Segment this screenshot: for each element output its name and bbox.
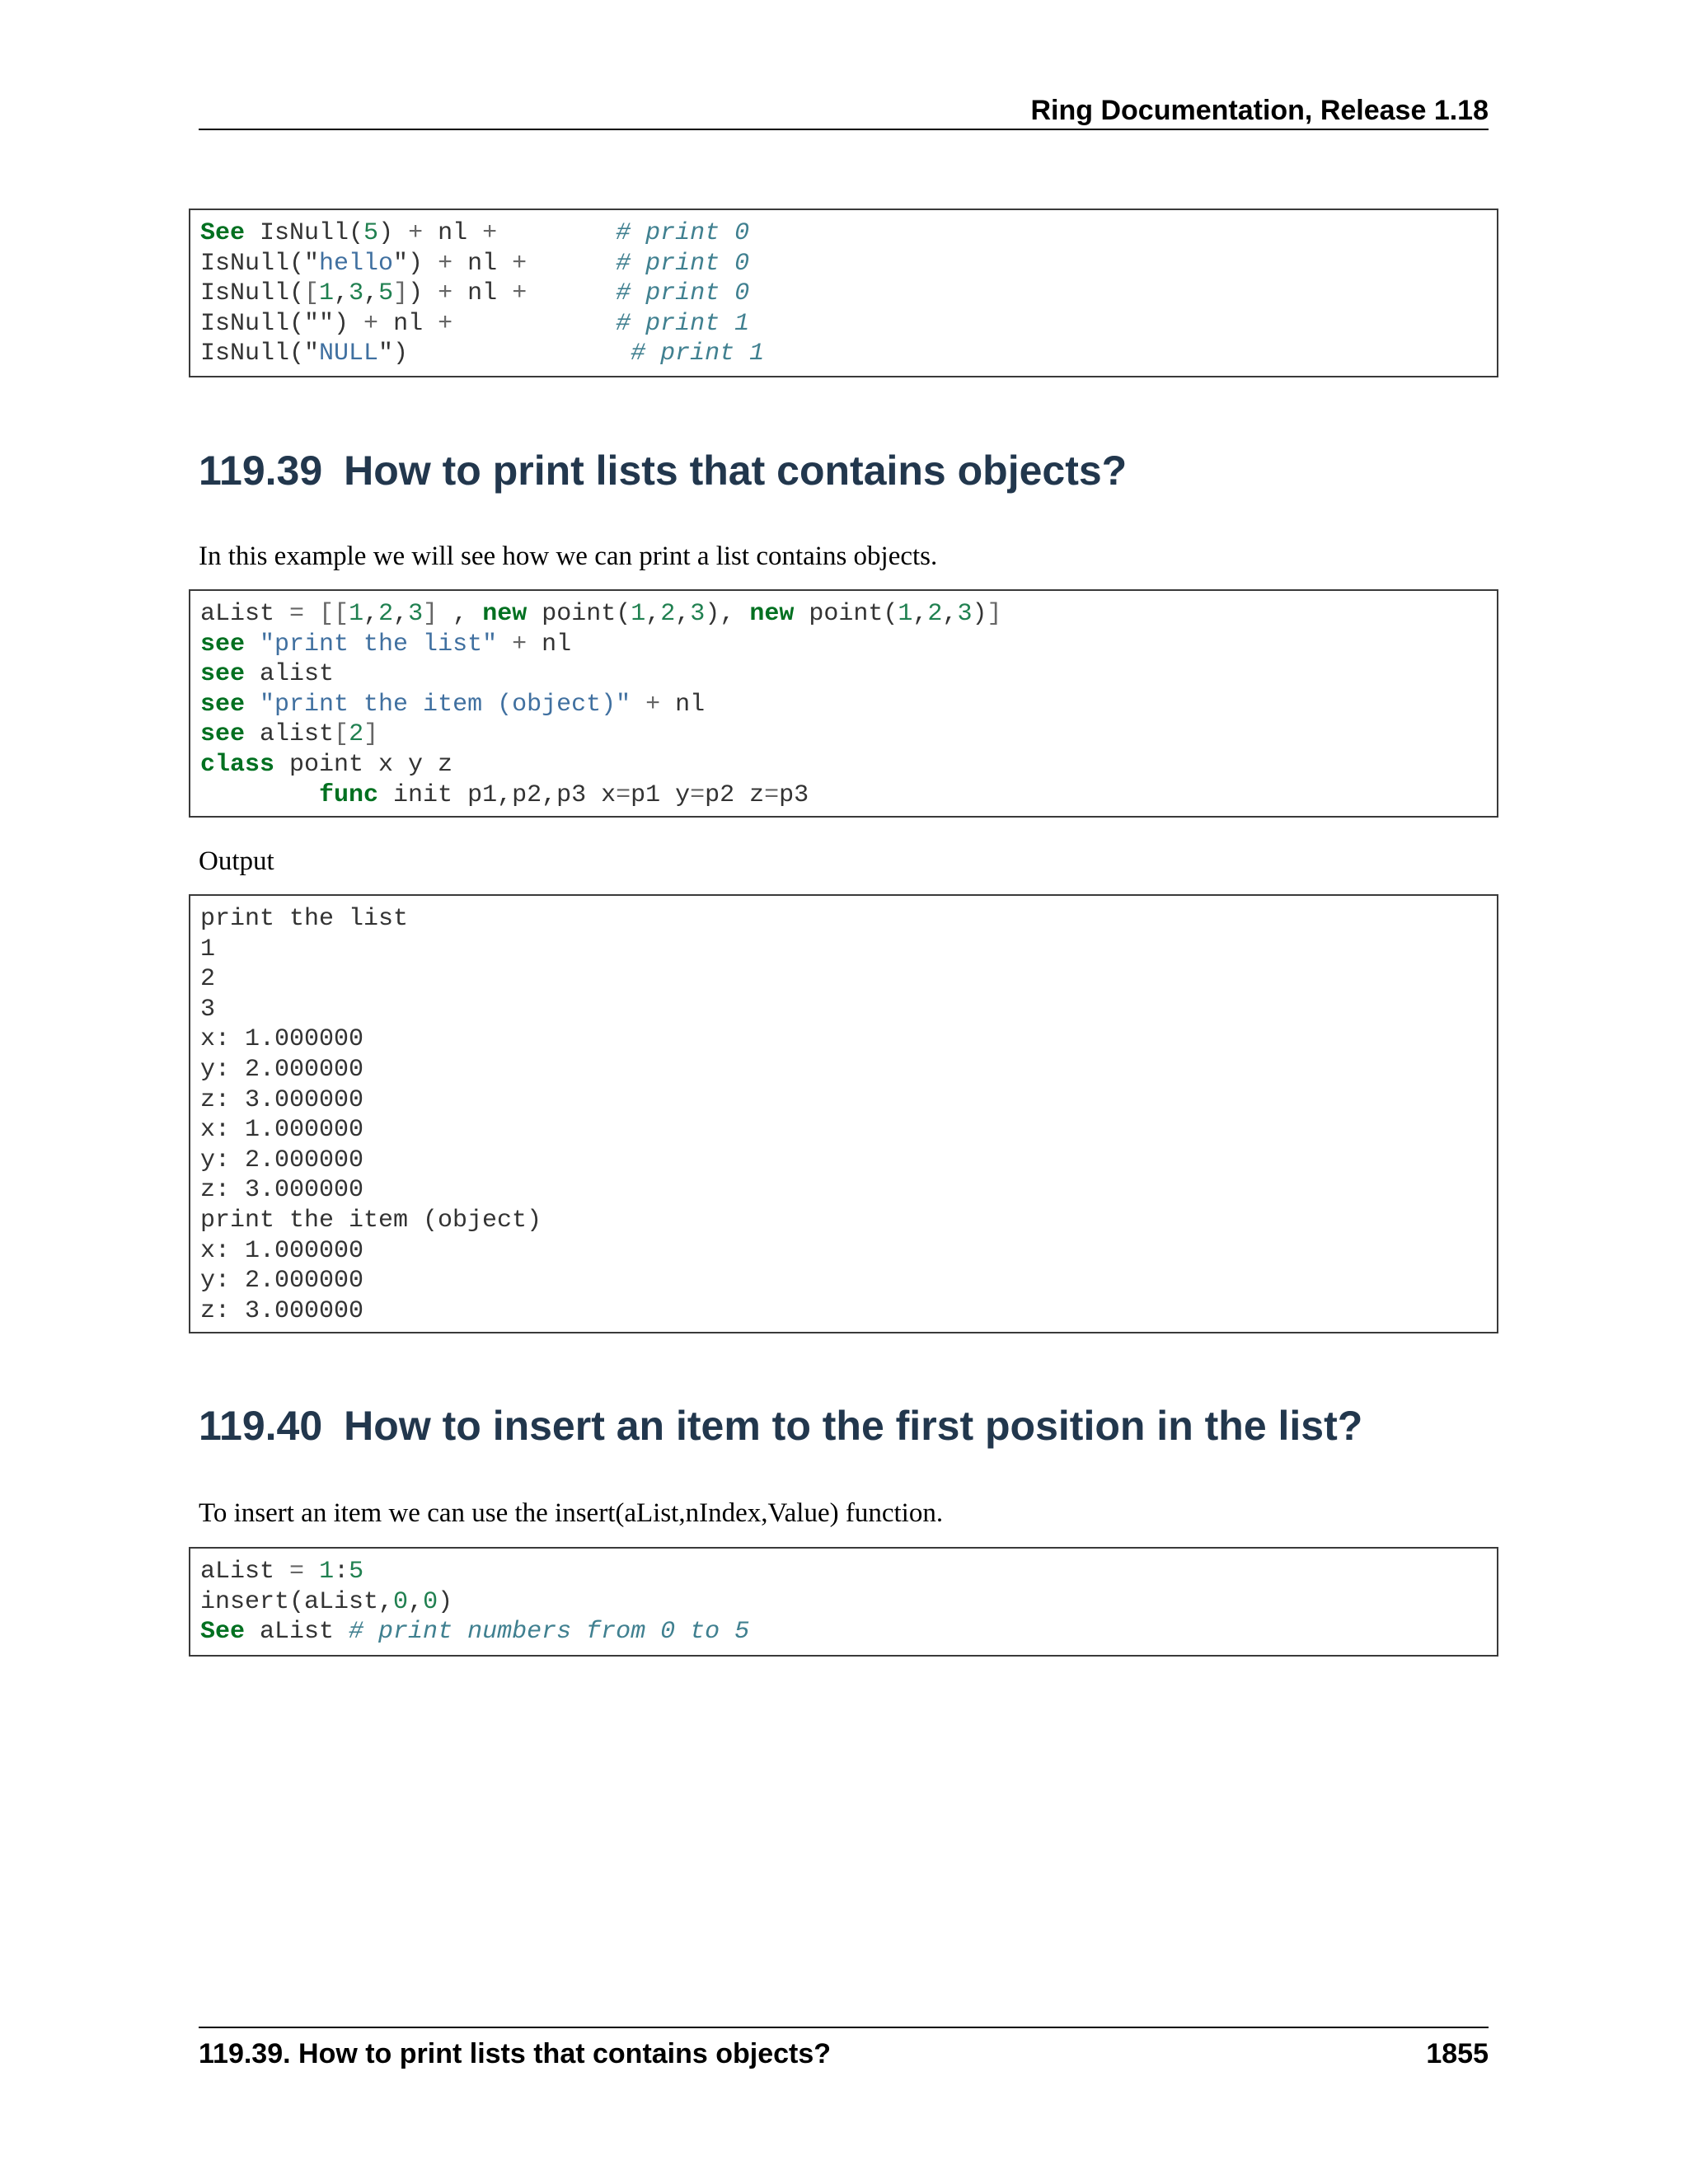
code-block-insert: [189, 1547, 1498, 1657]
code-isnull: See IsNull(5) + nl + # print 0 IsNull("hello") + nl + # print 0 IsNull([1,3,5]) + nl + # print 0 IsNull("") + nl + # print 1 IsNull("NULL") # print 1: [200, 219, 765, 368]
output-block: [189, 894, 1498, 1333]
code-block-print-list: [189, 589, 1498, 818]
output-label: Output: [199, 846, 274, 876]
code-print-list: aList = [[1,2,3] , new point(1,2,3), new point(1,2,3)] see "print the list" + nl see alist see "print the item (object)" + nl see alist[2] class point x y z func init p1,p2,p3 x=p1 y=p2 z=p3: [200, 600, 1002, 809]
page-header: Ring Documentation, Release 1.18: [1030, 95, 1489, 126]
section-heading-119-40: 119.40 How to insert an item to the first position in the list?: [199, 1403, 1363, 1449]
output-text: print the list 1 2 3 x: 1.000000 y: 2.000000 z: 3.000000 x: 1.000000 y: 2.000000 z: 3.000000 print the item (object) x: 1.000000 y: 2.000000 z: 3.000000: [200, 905, 542, 1325]
page-number: 1855: [1426, 2038, 1489, 2069]
section-intro-119-40: To insert an item we can use the insert(aList,nIndex,Value) function.: [199, 1498, 944, 1528]
code-insert: aList = 1:5 insert(aList,0,0) See aList # print numbers from 0 to 5: [200, 1558, 750, 1647]
footer-section-title: 119.39. How to print lists that contains objects?: [199, 2038, 832, 2069]
section-intro-119-39: In this example we will see how we can print a list contains objects.: [199, 541, 938, 571]
header-rule: [199, 129, 1489, 130]
code-block-isnull: [189, 209, 1498, 377]
section-heading-119-39: 119.39 How to print lists that contains objects?: [199, 448, 1128, 494]
footer-rule: [199, 2027, 1489, 2028]
